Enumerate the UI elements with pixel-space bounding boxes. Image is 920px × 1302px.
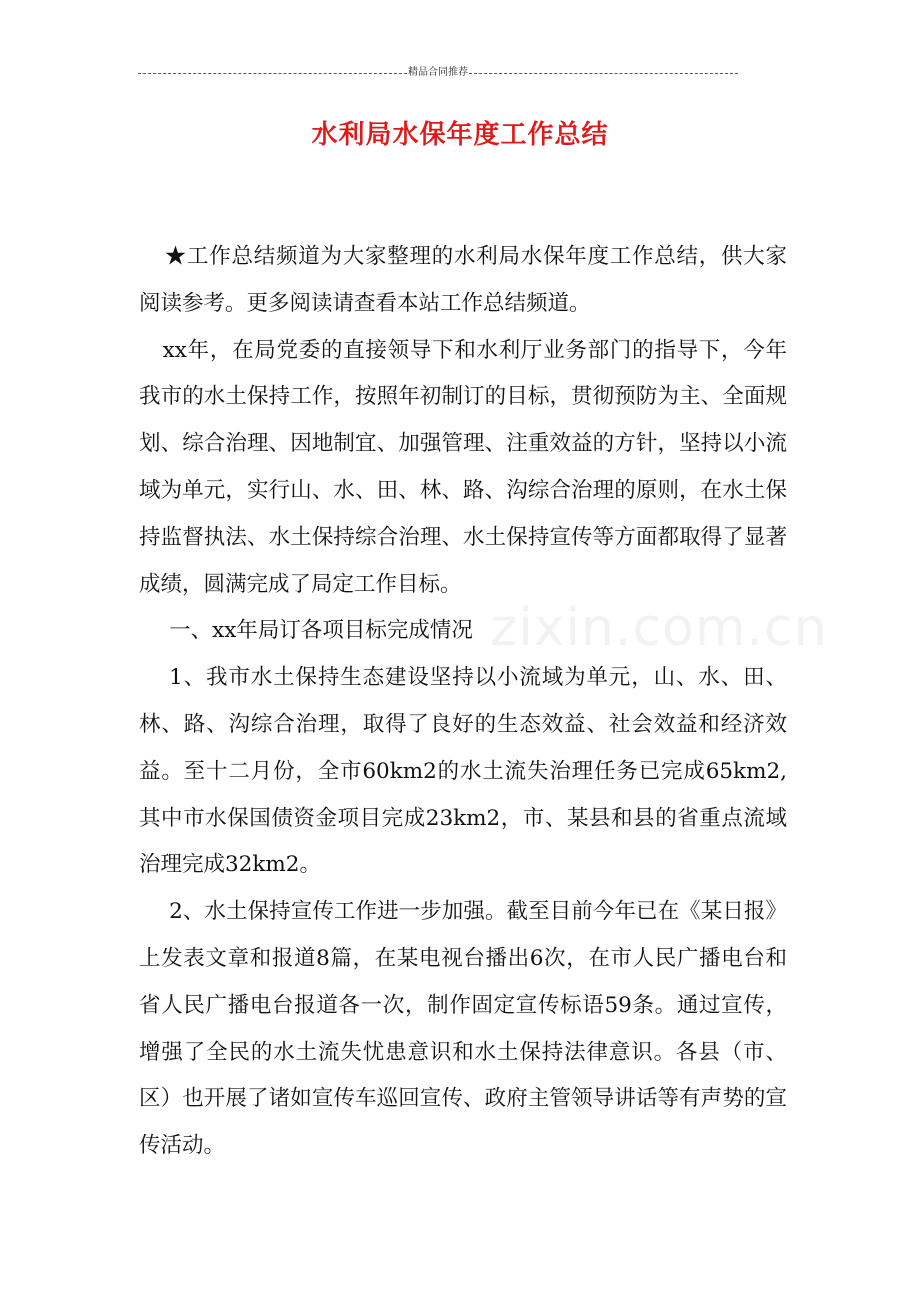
paragraph-item-2: 2、水土保持宣传工作进一步加强。截至目前今年已在《某日报》上发表文章和报道8篇，在某电视台播出6次，在市人民广播电台和省人民广播电台报道各一次，制作固定宣传标语59条。通过宣传，增强了全民的水土流失忧患意识和水土保持法律意识。各县（市、区）也开展了诸如宣传车巡回宣传、政府主管领导讲话等有声势的宣传活动。 — [139, 899, 787, 1159]
document-title: 水利局水保年度工作总结 — [311, 120, 609, 150]
header-label: 精品合同推荐 — [408, 67, 468, 78]
paragraph-intro: ★工作总结频道为大家整理的水利局水保年度工作总结，供大家阅读参考。更多阅读请查看本站工作总结频道。 — [139, 244, 787, 316]
document-body — [139, 234, 787, 1170]
section-heading-1: 一、xx年局订各项目标完成情况 — [169, 618, 473, 644]
paragraph-item-1: 1、我市水土保持生态建设坚持以小流域为单元，山、水、田、林、路、沟综合治理，取得了良好的生态效益、社会效益和经济效益。至十二月份，全市60km2的水土流失治理任务已完成65km2,其中市水保国债资金项目完成23km2，市、某县和县的省重点流域治理完成32km2。 — [139, 665, 787, 878]
header-rule — [138, 66, 738, 80]
paragraph-overview: xx年，在局党委的直接领导下和水利厅业务部门的指导下，今年我市的水土保持工作，按照年初制订的目标，贯彻预防为主、全面规划、综合治理、因地制宜、加强管理、注重效益的方针，坚持以小流域为单元，实行山、水、田、林、路、沟综合治理的原则，在水土保持监督执法、水土保持综合治理、水土保持宣传等方面都取得了显著成绩，圆满完成了局定工作目标。 — [139, 337, 787, 597]
header-dash-left — [138, 73, 407, 74]
watermark: zixin.com.cn — [490, 598, 828, 658]
header-dash-right — [469, 73, 738, 74]
